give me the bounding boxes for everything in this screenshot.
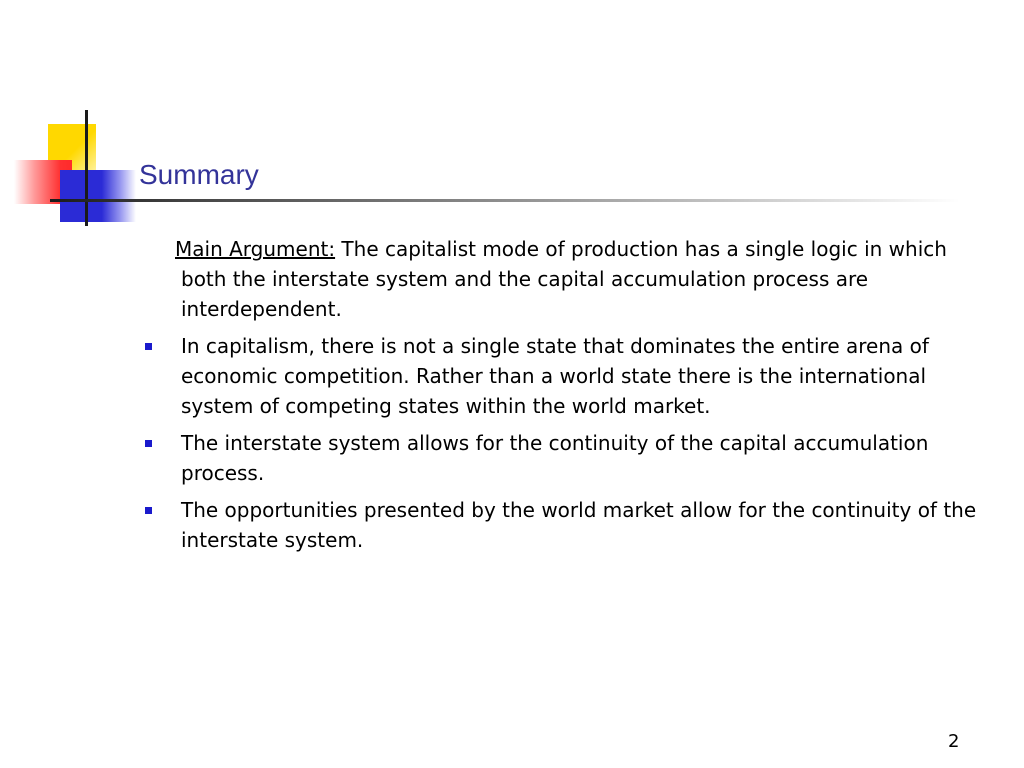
square-bullet-icon <box>145 343 152 350</box>
main-argument-paragraph <box>140 234 990 324</box>
square-bullet-icon <box>145 507 152 514</box>
slide-title: Summary <box>139 159 259 190</box>
bullet-item <box>140 495 990 555</box>
slide-body <box>140 234 990 562</box>
square-bullet-icon <box>145 440 152 447</box>
bullet-text: The interstate system allows for the continuity of the capital accumulation process. <box>181 431 929 485</box>
title-underline-rule <box>50 199 960 202</box>
page-number: 2 <box>948 731 960 752</box>
decorative-vertical-line <box>85 110 88 226</box>
bullet-text: The opportunities presented by the world market allow for the continuity of the interstate system. <box>181 498 977 552</box>
decorative-blue-square <box>60 170 136 222</box>
bullet-text: In capitalism, there is not a single state that dominates the entire arena of economic competition. Rather than a world state there is the international system of competing states within the world market. <box>181 334 929 418</box>
main-argument-label: Main Argument: <box>175 237 336 261</box>
bullet-item <box>140 331 990 421</box>
main-argument-text: The capitalist mode of production has a single logic in which both the interstate system and the capital accumulation process are interdependent. <box>181 237 947 321</box>
bullet-item <box>140 428 990 488</box>
